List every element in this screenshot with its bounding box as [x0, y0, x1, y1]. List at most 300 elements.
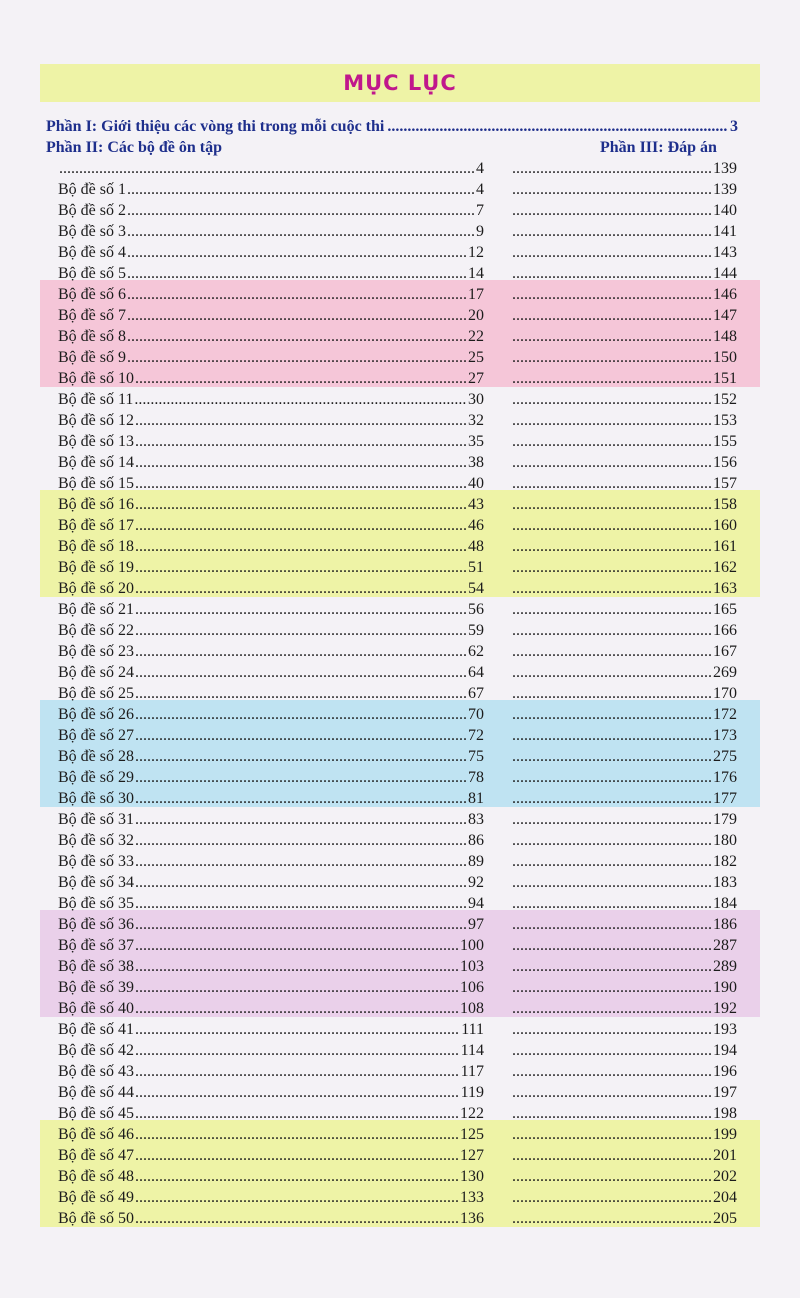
answer-page: 158	[713, 496, 737, 513]
set-entry[interactable]	[58, 515, 484, 536]
answer-entry[interactable]	[512, 914, 737, 935]
set-entry[interactable]	[58, 1208, 484, 1229]
dot-leader	[135, 977, 459, 998]
answer-entry[interactable]	[512, 515, 737, 536]
set-label: Bộ đề số 45	[58, 1105, 134, 1122]
set-page: 46	[468, 517, 484, 534]
answer-entry[interactable]	[512, 956, 737, 977]
answer-page: 143	[713, 244, 737, 261]
answer-page: 165	[713, 601, 737, 618]
dot-leader	[135, 473, 467, 494]
dot-leader	[127, 179, 475, 200]
answer-entry[interactable]	[512, 1019, 737, 1040]
answer-entry[interactable]	[512, 977, 737, 998]
dot-leader	[512, 200, 711, 221]
dot-leader	[512, 956, 711, 977]
set-page: 94	[468, 895, 484, 912]
toc-row	[0, 662, 800, 683]
set-page: 59	[468, 622, 484, 639]
answer-page: 202	[713, 1168, 737, 1185]
dot-leader	[135, 1019, 460, 1040]
toc-row	[0, 935, 800, 956]
answer-entry[interactable]	[512, 1166, 737, 1187]
set-entry[interactable]	[58, 557, 484, 578]
answer-page: 205	[713, 1210, 737, 1227]
toc-row	[0, 179, 800, 200]
toc-row	[0, 1103, 800, 1124]
toc-row	[0, 914, 800, 935]
dot-leader	[135, 662, 467, 683]
dot-leader	[512, 914, 711, 935]
set-label: Bộ đề số 12	[58, 412, 134, 429]
set-page: 62	[468, 643, 484, 660]
set-label: Bộ đề số 17	[58, 517, 134, 534]
set-label: Bộ đề số 6	[58, 286, 126, 303]
set-entry[interactable]	[58, 1145, 484, 1166]
set-entry[interactable]	[58, 263, 484, 284]
set-page: 100	[460, 937, 484, 954]
dot-leader	[512, 326, 711, 347]
toc-row	[0, 347, 800, 368]
toc-row	[0, 515, 800, 536]
answer-page: 163	[713, 580, 737, 597]
dot-leader	[135, 368, 467, 389]
set-entry[interactable]	[58, 893, 484, 914]
answer-entry[interactable]	[512, 1124, 737, 1145]
dot-leader	[512, 242, 711, 263]
set-page: 114	[460, 1042, 484, 1059]
answer-entry[interactable]	[512, 683, 737, 704]
dot-leader	[512, 935, 711, 956]
title-banner	[40, 64, 760, 102]
set-label: Bộ đề số 27	[58, 727, 134, 744]
dot-leader	[135, 452, 467, 473]
part1-label: Phần I: Giới thiệu các vòng thi trong mỗi cuộc thi	[46, 118, 385, 135]
answer-entry[interactable]	[512, 788, 737, 809]
set-entry[interactable]	[58, 620, 484, 641]
set-entry[interactable]	[58, 305, 484, 326]
answer-entry[interactable]	[512, 725, 737, 746]
answer-page: 140	[713, 202, 737, 219]
dot-leader	[135, 725, 467, 746]
toc-row	[0, 641, 800, 662]
answer-page: 173	[713, 727, 737, 744]
dot-leader	[135, 746, 467, 767]
answer-entry[interactable]	[512, 1187, 737, 1208]
dot-leader	[135, 578, 467, 599]
dot-leader	[512, 536, 711, 557]
set-page: 130	[460, 1168, 484, 1185]
toc-row	[0, 725, 800, 746]
dot-leader	[512, 1166, 711, 1187]
set-entry[interactable]	[58, 179, 484, 200]
dot-leader	[135, 830, 467, 851]
set-entry[interactable]	[58, 746, 484, 767]
answer-entry[interactable]	[512, 998, 737, 1019]
set-entry[interactable]	[58, 1040, 484, 1061]
part3-page-entry[interactable]	[512, 158, 737, 179]
dot-leader	[135, 1145, 459, 1166]
set-entry[interactable]	[58, 851, 484, 872]
answer-entry[interactable]	[512, 1082, 737, 1103]
set-entry[interactable]	[58, 473, 484, 494]
set-entry[interactable]	[58, 1082, 484, 1103]
answer-entry[interactable]	[512, 746, 737, 767]
answer-entry[interactable]	[512, 557, 737, 578]
dot-leader	[135, 704, 467, 725]
dot-leader	[512, 872, 711, 893]
set-page: 78	[468, 769, 484, 786]
set-entry[interactable]	[58, 431, 484, 452]
toc-row	[0, 1040, 800, 1061]
toc-row	[0, 578, 800, 599]
answer-page: 148	[713, 328, 737, 345]
answer-entry[interactable]	[512, 809, 737, 830]
answer-entry[interactable]	[512, 242, 737, 263]
set-page: 32	[468, 412, 484, 429]
answer-page: 166	[713, 622, 737, 639]
answer-entry[interactable]	[512, 704, 737, 725]
set-label: Bộ đề số 10	[58, 370, 134, 387]
dot-leader	[127, 200, 475, 221]
answer-page: 186	[713, 916, 737, 933]
dot-leader	[135, 914, 467, 935]
toc-row	[0, 452, 800, 473]
set-label: Bộ đề số 41	[58, 1021, 134, 1038]
set-page: 35	[468, 433, 484, 450]
answer-entry[interactable]	[512, 1061, 737, 1082]
answer-page: 190	[713, 979, 737, 996]
set-page: 117	[460, 1063, 484, 1080]
dot-leader	[512, 263, 711, 284]
dot-leader	[135, 872, 467, 893]
toc-row	[0, 746, 800, 767]
toc-row	[0, 1208, 800, 1229]
dot-leader	[127, 284, 467, 305]
answer-page: 146	[713, 286, 737, 303]
set-page: 27	[468, 370, 484, 387]
dot-leader	[135, 641, 467, 662]
answer-entry[interactable]	[512, 368, 737, 389]
set-label: Bộ đề số 21	[58, 601, 134, 618]
dot-leader	[135, 809, 467, 830]
set-label: Bộ đề số 40	[58, 1000, 134, 1017]
set-entry[interactable]	[58, 389, 484, 410]
answer-page: 157	[713, 475, 737, 492]
answer-entry[interactable]	[512, 1145, 737, 1166]
toc-row	[0, 872, 800, 893]
dot-leader	[512, 1082, 711, 1103]
set-label: Bộ đề số 31	[58, 811, 134, 828]
set-entry[interactable]	[58, 935, 484, 956]
dot-leader	[512, 284, 711, 305]
set-label: Bộ đề số 2	[58, 202, 126, 219]
set-label: Bộ đề số 30	[58, 790, 134, 807]
set-label: Bộ đề số 43	[58, 1063, 134, 1080]
dot-leader	[135, 767, 467, 788]
answer-page: 153	[713, 412, 737, 429]
set-entry[interactable]	[58, 977, 484, 998]
set-label: Bộ đề số 22	[58, 622, 134, 639]
answer-entry[interactable]	[512, 179, 737, 200]
toc-entry-part3[interactable]	[600, 137, 717, 159]
set-entry[interactable]	[58, 1187, 484, 1208]
set-label: Bộ đề số 48	[58, 1168, 134, 1185]
answer-entry[interactable]	[512, 305, 737, 326]
dot-leader	[512, 662, 711, 683]
answer-page: 194	[713, 1042, 737, 1059]
part2-page: 4	[476, 160, 484, 177]
dot-leader	[512, 410, 711, 431]
set-entry[interactable]	[58, 326, 484, 347]
answer-entry[interactable]	[512, 431, 737, 452]
set-entry[interactable]	[58, 1019, 484, 1040]
dot-leader	[127, 242, 467, 263]
answer-page: 182	[713, 853, 737, 870]
answer-entry[interactable]	[512, 452, 737, 473]
answer-entry[interactable]	[512, 494, 737, 515]
set-page: 75	[468, 748, 484, 765]
dot-leader	[135, 956, 459, 977]
answer-page: 162	[713, 559, 737, 576]
answer-entry[interactable]	[512, 662, 737, 683]
dot-leader	[512, 1103, 711, 1124]
answer-page: 147	[713, 307, 737, 324]
dot-leader	[512, 368, 711, 389]
set-entry[interactable]	[58, 599, 484, 620]
set-page: 30	[468, 391, 484, 408]
dot-leader	[59, 158, 475, 179]
set-entry[interactable]	[58, 830, 484, 851]
toc-row	[0, 1061, 800, 1082]
set-label: Bộ đề số 26	[58, 706, 134, 723]
set-page: 25	[468, 349, 484, 366]
dot-leader	[135, 998, 459, 1019]
toc-row	[0, 368, 800, 389]
toc-row	[0, 599, 800, 620]
answer-entry[interactable]	[512, 893, 737, 914]
answer-page: 269	[713, 664, 737, 681]
set-entry[interactable]	[58, 872, 484, 893]
dot-leader	[135, 683, 467, 704]
toc-row	[0, 284, 800, 305]
set-entry[interactable]	[58, 662, 484, 683]
dot-leader	[135, 515, 467, 536]
dot-leader	[135, 1166, 459, 1187]
dot-leader	[512, 473, 711, 494]
set-label: Bộ đề số 49	[58, 1189, 134, 1206]
set-entry[interactable]	[58, 410, 484, 431]
dot-leader	[512, 515, 711, 536]
answer-page: 192	[713, 1000, 737, 1017]
toc-entry-part2[interactable]	[46, 137, 222, 159]
set-entry[interactable]	[58, 1103, 484, 1124]
answer-entry[interactable]	[512, 851, 737, 872]
set-label: Bộ đề số 1	[58, 181, 126, 198]
set-page: 7	[476, 202, 484, 219]
answer-entry[interactable]	[512, 767, 737, 788]
answer-entry[interactable]	[512, 935, 737, 956]
answer-page: 183	[713, 874, 737, 891]
answer-entry[interactable]	[512, 473, 737, 494]
dot-leader	[512, 830, 711, 851]
answer-entry[interactable]	[512, 326, 737, 347]
set-entry[interactable]	[58, 1061, 484, 1082]
dot-leader	[512, 557, 711, 578]
answer-entry[interactable]	[512, 872, 737, 893]
set-entry[interactable]	[58, 641, 484, 662]
toc-row	[0, 263, 800, 284]
set-label: Bộ đề số 3	[58, 223, 126, 240]
answer-entry[interactable]	[512, 830, 737, 851]
answer-entry[interactable]	[512, 641, 737, 662]
dot-leader	[512, 725, 711, 746]
set-entry[interactable]	[58, 809, 484, 830]
set-entry[interactable]	[58, 368, 484, 389]
answer-page: 144	[713, 265, 737, 282]
set-entry[interactable]	[58, 767, 484, 788]
answer-entry[interactable]	[512, 536, 737, 557]
set-entry[interactable]	[58, 221, 484, 242]
dot-leader	[135, 1103, 459, 1124]
answer-page: 172	[713, 706, 737, 723]
dot-leader	[512, 746, 711, 767]
answer-page: 161	[713, 538, 737, 555]
answer-page: 177	[713, 790, 737, 807]
dot-leader	[135, 935, 459, 956]
dot-leader	[512, 641, 711, 662]
dot-leader	[135, 1082, 460, 1103]
set-entry[interactable]	[58, 200, 484, 221]
dot-leader	[127, 305, 467, 326]
answer-entry[interactable]	[512, 410, 737, 431]
answer-page: 152	[713, 391, 737, 408]
dot-leader	[134, 389, 467, 410]
set-entry[interactable]	[58, 1166, 484, 1187]
dot-leader	[512, 494, 711, 515]
dot-leader	[512, 305, 711, 326]
set-label: Bộ đề số 8	[58, 328, 126, 345]
set-entry[interactable]	[58, 242, 484, 263]
set-entry[interactable]	[58, 284, 484, 305]
answer-entry[interactable]	[512, 578, 737, 599]
dot-leader	[135, 536, 467, 557]
set-entry[interactable]	[58, 788, 484, 809]
answer-page: 204	[713, 1189, 737, 1206]
answer-page: 155	[713, 433, 737, 450]
set-page: 125	[460, 1126, 484, 1143]
dot-leader	[127, 221, 475, 242]
answer-page: 139	[713, 181, 737, 198]
dot-leader	[135, 851, 467, 872]
set-page: 9	[476, 223, 484, 240]
set-page: 136	[460, 1210, 484, 1227]
set-label: Bộ đề số 13	[58, 433, 134, 450]
set-entry[interactable]	[58, 347, 484, 368]
set-entry[interactable]	[58, 1124, 484, 1145]
answer-entry[interactable]	[512, 263, 737, 284]
set-entry[interactable]	[58, 494, 484, 515]
set-page: 81	[468, 790, 484, 807]
answer-page: 150	[713, 349, 737, 366]
set-label: Bộ đề số 19	[58, 559, 134, 576]
set-label: Bộ đề số 50	[58, 1210, 134, 1227]
answer-entry[interactable]	[512, 284, 737, 305]
set-entry[interactable]	[58, 956, 484, 977]
toc-row	[0, 620, 800, 641]
answer-entry[interactable]	[512, 200, 737, 221]
toc-row	[0, 851, 800, 872]
toc-row	[0, 557, 800, 578]
set-label: Bộ đề số 46	[58, 1126, 134, 1143]
answer-entry[interactable]	[512, 1040, 737, 1061]
set-entry[interactable]	[58, 998, 484, 1019]
answer-entry[interactable]	[512, 599, 737, 620]
answer-page: 199	[713, 1126, 737, 1143]
answer-entry[interactable]	[512, 620, 737, 641]
dot-leader	[135, 1187, 459, 1208]
toc-row	[0, 494, 800, 515]
part1-page: 3	[730, 118, 738, 135]
part2-label: Phần II: Các bộ đề ôn tập	[46, 139, 223, 156]
set-entry[interactable]	[58, 536, 484, 557]
answer-page: 184	[713, 895, 737, 912]
set-label: Bộ đề số 37	[58, 937, 134, 954]
dot-leader	[512, 431, 711, 452]
set-page: 38	[468, 454, 484, 471]
answer-page: 289	[713, 958, 737, 975]
set-page: 70	[468, 706, 484, 723]
answer-page: 176	[713, 769, 737, 786]
dot-leader	[135, 893, 467, 914]
set-page: 48	[468, 538, 484, 555]
set-page: 17	[468, 286, 484, 303]
dot-leader	[135, 1040, 460, 1061]
dot-leader	[135, 1208, 459, 1229]
dot-leader	[512, 1019, 711, 1040]
set-page: 54	[468, 580, 484, 597]
answer-page: 141	[713, 223, 737, 240]
set-label: Bộ đề số 23	[58, 643, 134, 660]
set-page: 97	[468, 916, 484, 933]
answer-entry[interactable]	[512, 221, 737, 242]
dot-leader	[512, 389, 711, 410]
set-label: Bộ đề số 42	[58, 1042, 134, 1059]
part2-page-entry[interactable]	[58, 158, 484, 179]
set-entry[interactable]	[58, 914, 484, 935]
answer-entry[interactable]	[512, 347, 737, 368]
dot-leader	[512, 893, 711, 914]
set-entry[interactable]	[58, 578, 484, 599]
set-entry[interactable]	[58, 725, 484, 746]
answer-entry[interactable]	[512, 1208, 737, 1229]
dot-leader	[512, 221, 711, 242]
toc-row	[0, 956, 800, 977]
toc-entry-part1[interactable]	[46, 116, 738, 138]
set-page: 127	[460, 1147, 484, 1164]
set-label: Bộ đề số 7	[58, 307, 126, 324]
set-page: 43	[468, 496, 484, 513]
set-entry[interactable]	[58, 452, 484, 473]
set-entry[interactable]	[58, 704, 484, 725]
toc-row-parts-pages	[0, 158, 800, 179]
answer-entry[interactable]	[512, 1103, 737, 1124]
set-label: Bộ đề số 36	[58, 916, 134, 933]
answer-entry[interactable]	[512, 389, 737, 410]
dot-leader	[135, 788, 467, 809]
set-entry[interactable]	[58, 683, 484, 704]
toc-row	[0, 704, 800, 725]
